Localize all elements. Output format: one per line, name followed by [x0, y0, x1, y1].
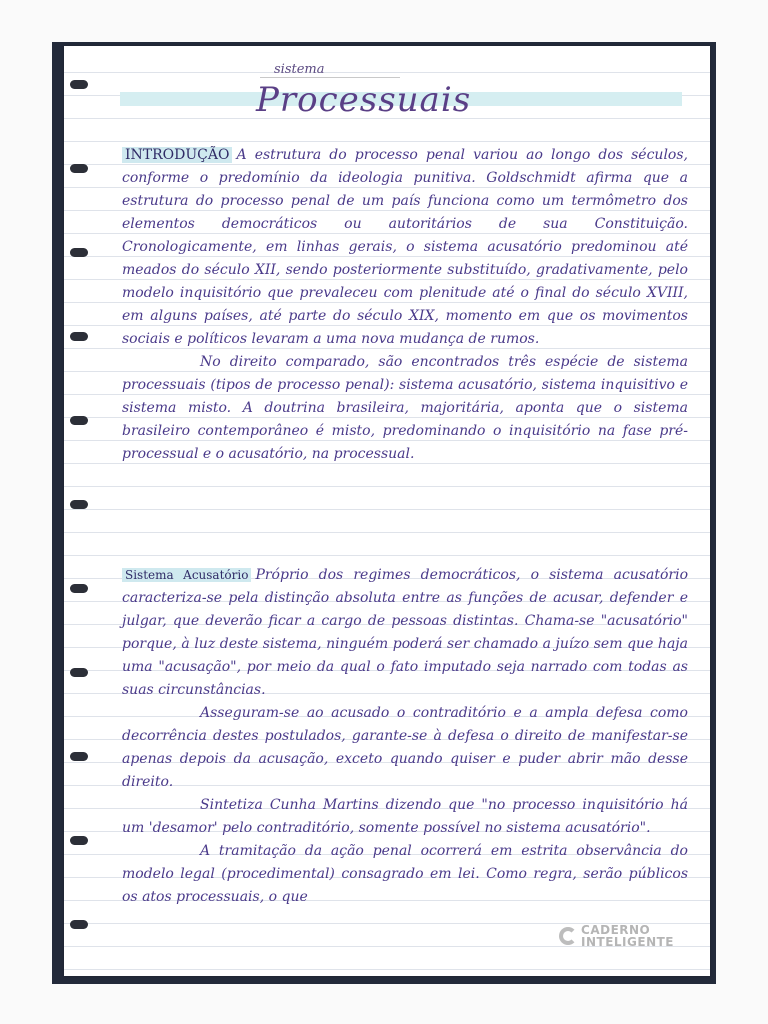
binder-hole — [70, 752, 88, 761]
acusatorio-heading: Sistema Acusatório — [122, 568, 251, 582]
binder-hole — [70, 668, 88, 677]
introducao-section — [122, 144, 688, 466]
introducao-text-1: A estrutura do processo penal variou ao longo dos séculos, conforme o predomínio da ideologia punitiva. Goldschmidt afirma que a estrutura do processo penal de um país funciona como um termômetro dos elementos democráticos ou autoritários de sua Constituição. Cronologicamente, em linhas gerais, o sistema acusatório predominou até meados do século XII, sendo posteriormente substituído, gradativamente, pelo modelo inquisitório que prevaleceu com plenitude até o final do século XVIII, em alguns países, até parte do século XIX, momento em que os movimentos sociais e políticos levaram a uma nova mudança de rumos. — [122, 147, 688, 347]
binder-hole — [70, 920, 88, 929]
binder-hole — [70, 584, 88, 593]
notebook-page — [64, 46, 710, 976]
title-underline — [260, 77, 400, 78]
logo-c-icon — [559, 927, 577, 945]
binder-hole — [70, 836, 88, 845]
acusatorio-paragraph-1 — [122, 564, 688, 702]
binder-hole — [70, 164, 88, 173]
page-title: Processuais — [256, 80, 472, 120]
binder-hole — [70, 80, 88, 89]
introducao-paragraph-1 — [122, 144, 688, 351]
introducao-paragraph-2: No direito comparado, são encontrados três espécie de sistema processuais (tipos de processo penal): sistema acusatório, sistema inquisitivo e sistema misto. A doutrina brasileira, majoritária, aponta que o sistema brasileiro contemporâneo é misto, predominando o inquisitório na fase pré-processual e o acusatório, na processual. — [122, 354, 688, 462]
binder-hole — [70, 416, 88, 425]
binder-hole — [70, 332, 88, 341]
acusatorio-paragraph-4: A tramitação da ação penal ocorrerá em estrita observância do modelo legal (procedimental) consagrado em lei. Como regra, serão públicos os atos processuais, o que — [122, 843, 688, 905]
binder-hole — [70, 248, 88, 257]
caderno-inteligente-logo — [559, 924, 674, 948]
acusatorio-paragraph-3: Sintetiza Cunha Martins dizendo que "no processo inquisitório há um 'desamor' pelo contraditório, somente possível no sistema acusatório". — [122, 797, 688, 836]
acusatorio-text-1: Próprio dos regimes democráticos, o sistema acusatório caracteriza-se pela distinção absoluta entre as funções de acusar, defender e julgar, que deverão ficar a cargo de pessoas distintas. Chama-se "acusatório" porque, à luz deste sistema, ninguém poderá ser chamado a juízo sem que haja uma "acusação", por meio da qual o fato imputado seja narrado com todas as suas circunstâncias. — [122, 567, 689, 698]
page-title-top: sistema — [274, 62, 325, 77]
acusatorio-paragraph-2: Asseguram-se ao acusado o contraditório e a ampla defesa como decorrência destes postulados, garante-se à defesa o direito de manifestar-se apenas depois da acusação, exceto quando quiser e puder abrir mão desse direito. — [122, 705, 688, 790]
binder-hole — [70, 500, 88, 509]
logo-line-2: INTELIGENTE — [581, 935, 674, 949]
introducao-heading: INTRODUÇÃO — [122, 147, 232, 163]
acusatorio-section — [122, 564, 688, 909]
binder-holes — [64, 46, 94, 976]
logo-wordmark — [581, 924, 674, 948]
logo-line-1: CADERNO — [581, 923, 651, 937]
